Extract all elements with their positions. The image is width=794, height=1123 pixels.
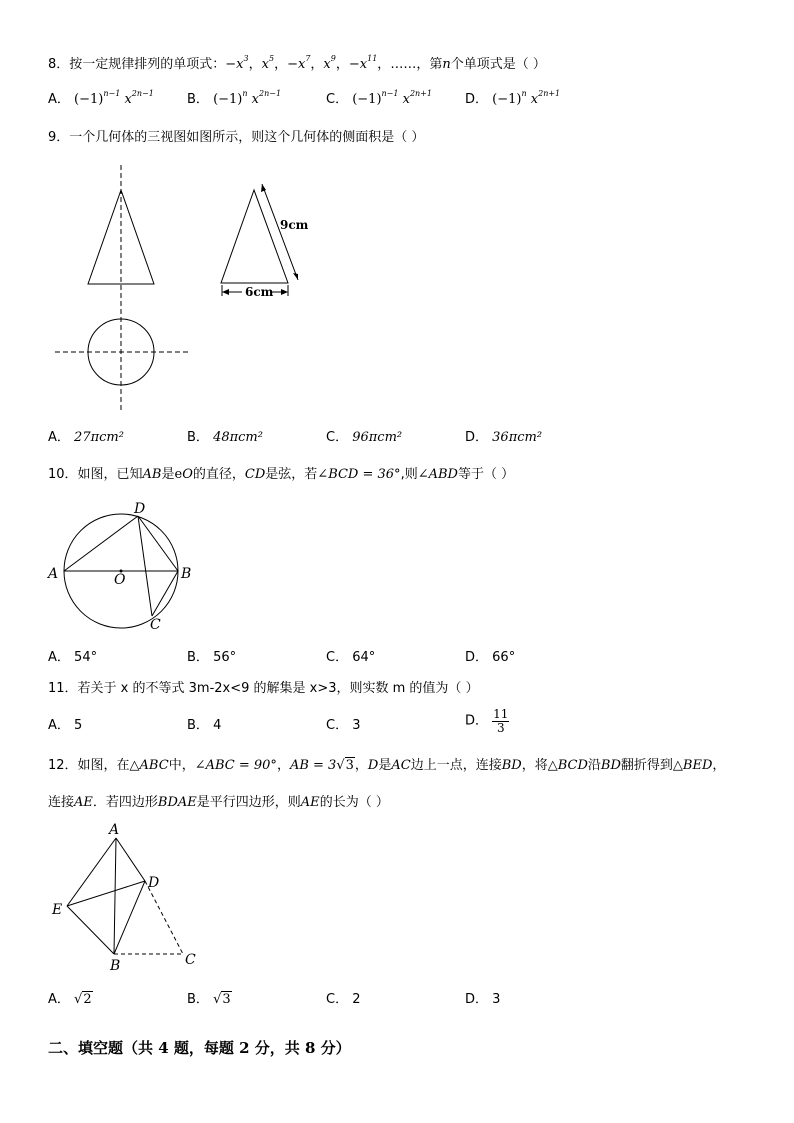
q10-option-d[interactable]: D． 66° [465, 650, 516, 665]
q9-option-c[interactable]: C． 96πcm² [326, 430, 403, 445]
q11-stem: 11．若关于 x 的不等式 3m-2x<9 的解集是 x>3，则实数 m 的值为（ ） [48, 681, 479, 696]
q10-figure [46, 501, 191, 633]
q8-option-c[interactable]: C． $(-1)^{n-1}$ $x^{2n+1}$ [326, 89, 433, 107]
q9-base-label: 6cm [245, 285, 274, 299]
q12-option-d[interactable]: D． 3 [465, 992, 501, 1007]
q9-top-view [55, 319, 189, 385]
q12-label-e: E [52, 902, 63, 918]
q11-fraction: $\frac{11}{3}$ [493, 707, 509, 735]
q10-option-b[interactable]: B． 56° [187, 650, 237, 665]
q12-label-c: C [185, 952, 196, 968]
q8-option-d[interactable]: D． $(-1)^n$ $x^{2n+1}$ [465, 89, 561, 107]
q8-option-b[interactable]: B． $(-1)^n$ $x^{2n-1}$ [187, 89, 282, 107]
q12-label-b: B [110, 958, 121, 974]
q11-option-c[interactable]: C． 3 [326, 718, 361, 733]
q9-option-a[interactable]: A． 27πcm² [48, 430, 124, 445]
q10-label-a: A [48, 566, 59, 582]
q9-front-view [88, 165, 154, 410]
q9-slant-label: 9cm [280, 218, 309, 232]
q12-option-c[interactable]: C． 2 [326, 992, 361, 1007]
q8-stem-prefix: 8．按一定规律排列的单项式： [48, 57, 226, 72]
q9-option-b[interactable]: B． 48πcm² [187, 430, 263, 445]
q8-stem: 8．按一定规律排列的单项式：$-x^3$，$x^5$，$-x^7$，$x^9$，$-x^{11}$，……，第n个单项式是（ ） [48, 54, 546, 72]
q10-option-a[interactable]: A． 54° [48, 650, 98, 665]
q12-option-a[interactable]: A． √2 [48, 992, 92, 1007]
q11-option-d[interactable]: D． $\frac{11}{3}$ [465, 707, 509, 735]
q12-label-a: A [109, 822, 120, 838]
q10-label-c: C [150, 617, 161, 633]
q11-option-a[interactable]: A． 5 [48, 718, 83, 733]
q10-stem: 10．如图，已知AB是eO的直径，CD是弦，若∠BCD = 36°,则∠ABD等于（ ） [48, 467, 515, 482]
q11-option-b[interactable]: B． 4 [187, 718, 222, 733]
q8-option-a[interactable]: A． $(-1)^{n-1}$ $x^{2n-1}$ [48, 89, 154, 107]
q12-stem-line2: 连接AE．若四边形BDAE是平行四边形，则AE的长为（ ） [48, 795, 389, 810]
q12-stem-line1: 12．如图，在△ABC中，∠ABC = 90°，AB = 3√3，D是AC边上一点，连接BD，将△BCD沿BD翻折得到△BED， [48, 758, 726, 773]
q9-option-d[interactable]: D． 36πcm² [465, 430, 543, 445]
q12-option-b[interactable]: B． √3 [187, 992, 231, 1007]
q10-label-o: O [114, 572, 126, 588]
q9-stem: 9．一个几何体的三视图如图所示，则这个几何体的侧面积是（ ） [48, 130, 425, 145]
q12-figure [51, 822, 196, 974]
section-2-title: 二、填空题（共 4 题，每题 2 分，共 8 分） [48, 1039, 351, 1057]
q10-label-b: B [181, 566, 192, 582]
q12-label-d: D [148, 875, 160, 891]
q10-label-d: D [134, 501, 146, 517]
q10-option-c[interactable]: C． 64° [326, 650, 376, 665]
q9-side-view [221, 184, 309, 299]
